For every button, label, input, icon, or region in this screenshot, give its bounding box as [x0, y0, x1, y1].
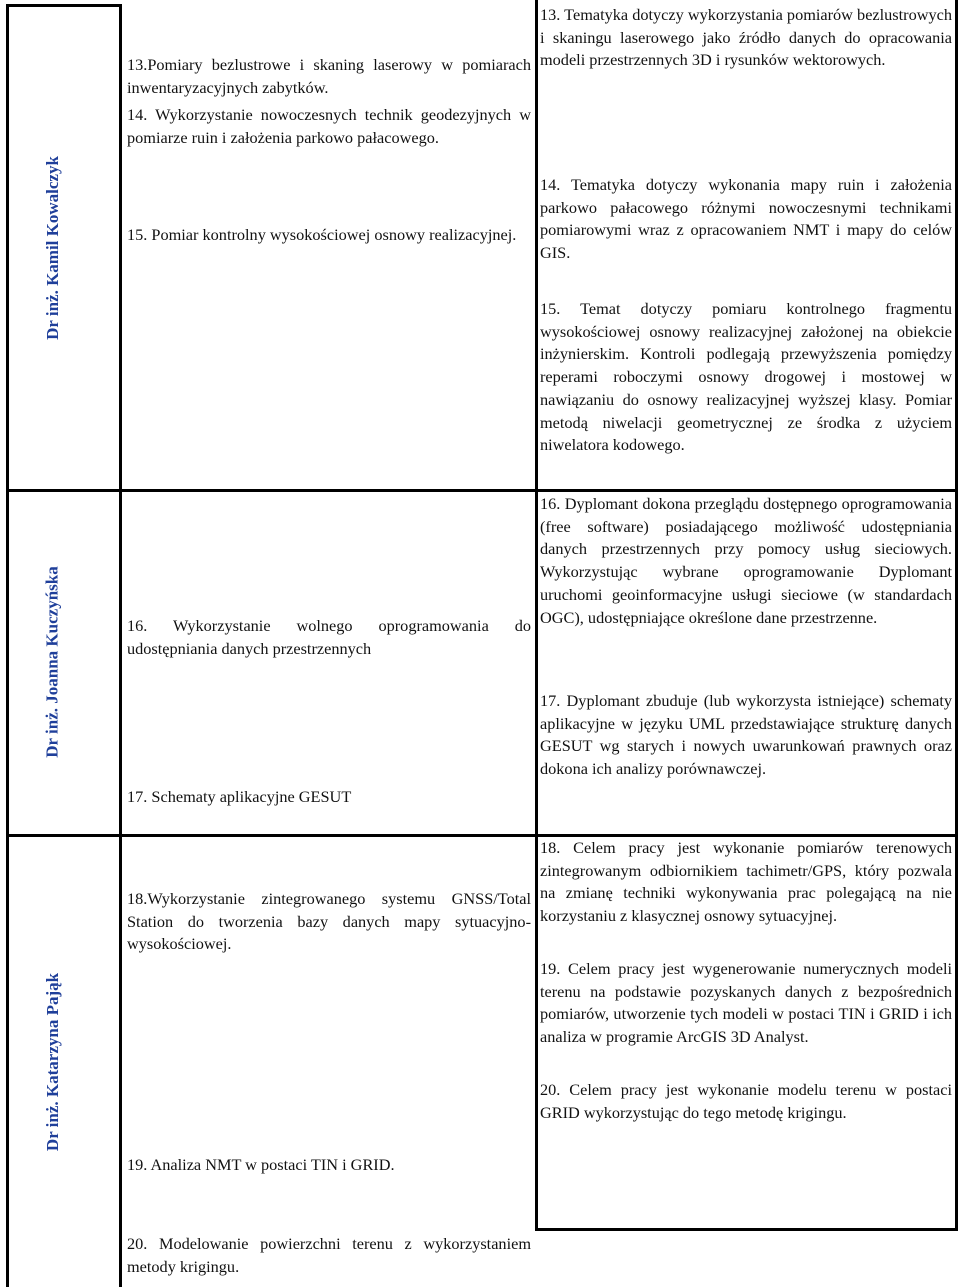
topic-description [540, 1079, 952, 1124]
supervisor-name: Dr inż. Katarzyna Pająk [43, 972, 63, 1152]
supervisor-name: Dr inż. Kamil Kowalczyk [43, 156, 62, 340]
topic-title [127, 786, 531, 809]
table-border-top [6, 4, 122, 7]
topic-title-20: 20. Modelowanie powierzchni terenu z wykorzystaniem metody krigingu. [127, 1234, 531, 1276]
topic-description-16: 16. Dyplomant dokona przeglądu dostępnego oprogramowania (free software) posiadającego możliwość udostępniania danych przestrzennych przy pomocy usług sieciowych. Wykorzystując wybrane oprogramowanie Dyplomant uruchomi geoinformacyjne usługi sieciowe (w standardach OGC), udostępniające określone dane przestrzenne. [540, 494, 952, 627]
topic-title-13: 13.Pomiary bezlustrowe i skaning laserowy w pomiarach inwentaryzacyjnych zabytków. [127, 55, 531, 97]
right-column-bottom [535, 1228, 958, 1231]
topic-description [540, 4, 952, 72]
topic-title-14: 14. Wykorzystanie nowoczesnych technik geodezyjnych w pomiarze ruin i założenia parkowo pałacowego. [127, 105, 531, 147]
topic-title-15: 15. Pomiar kontrolny wysokościowej osnowy realizacyjnej. [127, 225, 517, 244]
topic-title [127, 1233, 531, 1278]
topic-title-19: 19. Analiza NMT w postaci TIN i GRID. [127, 1155, 395, 1174]
topic-description [540, 958, 952, 1049]
topic-title [127, 224, 531, 247]
topic-description-20: 20. Celem pracy jest wykonanie modelu terenu w postaci GRID wykorzystując do tego metodę krigingu. [540, 1080, 952, 1122]
topic-title-16: 16. Wykorzystanie wolnego oprogramowania do udostępniania danych przestrzennych [127, 616, 531, 658]
supervisor-cell [8, 492, 98, 832]
topic-description-15: 15. Temat dotyczy pomiaru kontrolnego fragmentu wysokościowej osnowy realizacyjnej założonej na obiekcie inżynierskim. Kontroli podlegają przewyższenia pomiędzy reperami roboczymi osnowy drogowej i mostowej w nawiązaniu do osnowy realizacyjnej wyższej klasy. Pomiar metodą niwelacji geometrycznej ze środka z użyciem niwelatora kodowego. [540, 299, 952, 455]
topic-description [540, 174, 952, 265]
topic-description [540, 837, 952, 928]
topic-description-19: 19. Celem pracy jest wygenerowanie numerycznych modeli terenu na podstawie pozyskanych danych z bezpośrednich pomiarów, utworzenie tych modeli w postaci TIN i GRID i ich analiza w programie ArcGIS 3D Analyst. [540, 959, 952, 1047]
topic-title [127, 888, 531, 956]
topic-description-13: 13. Tematyka dotyczy wykorzystania pomiarów bezlustrowych i skaningu laserowego jako źródło danych do opracowania modeli przestrzennych 3D i rysunków wektorowych. [540, 5, 952, 70]
row-divider-1 [6, 489, 958, 492]
topic-title [127, 615, 531, 660]
table-border-right [955, 0, 958, 1230]
topic-description [540, 493, 952, 629]
column-divider-2 [535, 0, 538, 1230]
topic-title [127, 54, 531, 99]
supervisor-cell [8, 10, 98, 486]
topic-description-17: 17. Dyplomant zbuduje (lub wykorzysta istniejące) schematy aplikacyjne w języku UML przedstawiające strukturę danych GESUT wg starych i nowych uwarunkowań prawnych oraz dokona ich analizy porównawczej. [540, 691, 952, 779]
supervisor-name: Dr inż. Joanna Kuczyńska [43, 566, 63, 758]
topic-description-18: 18. Celem pracy jest wykonanie pomiarów terenowych zintegrowanym odbiornikiem tachimetr/GPS, który pozwala na zmianę techniki wykonywania prac polegającą na nie korzystaniu z klasycznej osnowy sytuacyjnej. [540, 838, 952, 926]
topic-description [540, 298, 952, 457]
column-divider-1 [119, 4, 122, 1287]
topic-description [540, 690, 952, 781]
topic-title [127, 1154, 531, 1177]
topic-title-17: 17. Schematy aplikacyjne GESUT [127, 787, 352, 806]
topic-description-14: 14. Tematyka dotyczy wykonania mapy ruin i założenia parkowo pałacowego różnymi nowoczesnymi technikami pomiarowymi wraz z opracowaniem NMT i mapy do celów GIS. [540, 175, 952, 263]
topic-title-18: 18.Wykorzystanie zintegrowanego systemu GNSS/Total Station do tworzenia bazy danych mapy sytuacyjno-wysokościowej. [127, 889, 531, 954]
topic-title [127, 104, 531, 149]
supervisor-cell [8, 837, 98, 1287]
